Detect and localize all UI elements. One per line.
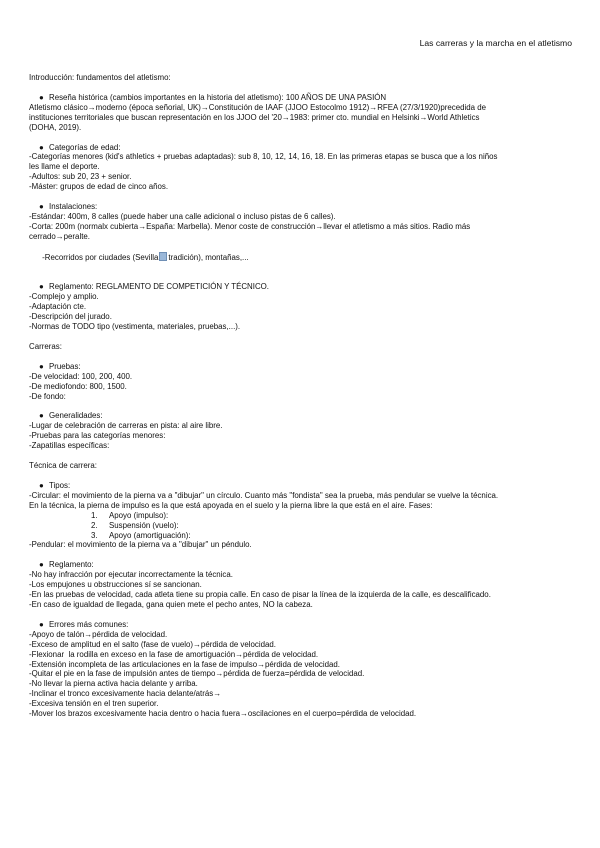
list-number: 1. bbox=[91, 510, 98, 520]
text-line: -De fondo: bbox=[29, 391, 66, 401]
text-line: -No hay infracción por ejecutar incorrectamente la técnica. bbox=[29, 570, 233, 580]
bullet-icon: ● bbox=[39, 619, 44, 629]
age-categories-section bbox=[29, 143, 574, 193]
types-heading: Tipos: bbox=[49, 481, 71, 490]
text-line: -Pruebas para las categorías menores: bbox=[29, 431, 166, 441]
text-line: instituciones territoriales que buscan representación en los JJOO del '20→1983: primer cto. mundial en Helsinki→World Athletics bbox=[29, 112, 480, 122]
bullet-item bbox=[29, 481, 574, 491]
list-text: Apoyo (amortiguación): bbox=[109, 530, 191, 540]
text-line: -Máster: grupos de edad de cinco años. bbox=[29, 182, 169, 192]
text-line: -Los empujones u obstrucciones sí se sancionan. bbox=[29, 580, 202, 590]
bullet-item bbox=[29, 362, 574, 372]
bullet-item bbox=[29, 93, 574, 103]
bullet-icon: ● bbox=[39, 92, 44, 102]
text-line: -En las pruebas de velocidad, cada atleta tiene su propia calle. En caso de pisar la línea de la izquierda de la calle, es descalificado. bbox=[29, 590, 491, 600]
technique-rules-heading: Reglamento: bbox=[49, 560, 94, 570]
bullet-item bbox=[29, 202, 574, 212]
text-line: -Complejo y amplio. bbox=[29, 292, 99, 302]
text-line: -Circular: el movimiento de la pierna va a "dibujar" un círculo. Cuanto más "fondista" sea la prueba, más pendular se vuelve la técnica. bbox=[29, 490, 499, 500]
bullet-icon: ● bbox=[39, 202, 44, 212]
text-line: -Inclinar el tronco excesivamente hacia delante/atrás→ bbox=[29, 689, 222, 699]
history-section bbox=[29, 93, 574, 133]
text-fragment: tradición), montañas,... bbox=[168, 252, 249, 262]
text-line: -Flexionar la rodilla en exceso en la fase de amortiguación→pérdida de velocidad. bbox=[29, 649, 319, 659]
phase-list-item bbox=[29, 521, 574, 531]
list-number: 2. bbox=[91, 520, 98, 530]
text-line: -Descripción del jurado. bbox=[29, 312, 112, 322]
text-line: cerrado→peralte. bbox=[29, 231, 90, 241]
text-line: -Adultos: sub 20, 23 + senior. bbox=[29, 172, 132, 182]
technique-heading: Técnica de carrera: bbox=[29, 461, 97, 471]
bullet-item bbox=[29, 282, 574, 292]
bullet-icon: ● bbox=[39, 361, 44, 371]
bullet-item bbox=[29, 411, 574, 421]
text-line: -Normas de TODO tipo (vestimenta, materiales, pruebas,...). bbox=[29, 322, 241, 332]
errors-heading: Errores más comunes: bbox=[49, 619, 129, 629]
text-line: -Apoyo de talón→pérdida de velocidad. bbox=[29, 629, 168, 639]
rules-section bbox=[29, 282, 574, 332]
text-line: -Exceso de amplitud en el salto (fase de vuelo)→pérdida de velocidad. bbox=[29, 639, 276, 649]
text-line: -Zapatillas específicas: bbox=[29, 441, 110, 451]
document-header-title: Las carreras y la marcha en el atletismo bbox=[419, 38, 572, 48]
text-line: -Mover los brazos excesivamente hacia dentro o hacia fuera→oscilaciones en el cuerpo=pérdida de velocidad. bbox=[29, 709, 417, 719]
facilities-heading: Instalaciones: bbox=[49, 202, 98, 212]
list-text: Apoyo (impulso): bbox=[109, 510, 169, 520]
text-line: -De velocidad: 100, 200, 400. bbox=[29, 371, 133, 381]
bullet-item bbox=[29, 620, 574, 630]
events-heading: Pruebas: bbox=[49, 361, 81, 371]
list-number: 3. bbox=[91, 530, 98, 540]
technique-rules-section bbox=[29, 560, 574, 610]
bullet-icon: ● bbox=[39, 560, 44, 570]
general-section bbox=[29, 411, 574, 451]
inline-image-icon bbox=[159, 252, 167, 261]
text-line: -Estándar: 400m, 8 calles (puede haber una calle adicional o incluso pistas de 6 calles). bbox=[29, 211, 336, 221]
phase-list-item bbox=[29, 531, 574, 541]
age-heading: Categorías de edad: bbox=[49, 142, 121, 152]
bullet-icon: ● bbox=[39, 282, 44, 292]
text-line: Atletismo clásico→moderno (época señorial, UK)→Constitución de IAAF (JJOO Estocolmo 1912)→RFEA (27/3/1920)precedida de bbox=[29, 102, 486, 112]
rules-heading: Reglamento: REGLAMENTO DE COMPETICIÓN Y TÉCNICO. bbox=[49, 282, 269, 292]
text-line: -Pendular: el movimiento de la pierna va a "dibujar" un péndulo. bbox=[29, 540, 252, 550]
text-line: -Extensión incompleta de las articulaciones en la fase de impulso→pérdida de velocidad. bbox=[29, 659, 340, 669]
facilities-section bbox=[29, 202, 574, 272]
text-line: -En caso de igualdad de llegada, gana quien mete el pecho antes, NO la cabeza. bbox=[29, 599, 313, 609]
intro-heading: Introducción: fundamentos del atletismo: bbox=[29, 73, 171, 82]
list-text: Suspensión (vuelo): bbox=[109, 520, 179, 530]
types-section bbox=[29, 481, 574, 550]
text-line: -No llevar la pierna activa hacia delante y arriba. bbox=[29, 679, 198, 689]
text-line: (DOHA, 2019). bbox=[29, 122, 82, 132]
text-line: En la técnica, la pierna de impulso es la que está apoyada en el suelo y la pierna libre la que está en el aire. Fases: bbox=[29, 500, 433, 510]
bullet-icon: ● bbox=[39, 411, 44, 421]
phase-list-item bbox=[29, 511, 574, 521]
text-line: -Quitar el pie en la fase de impulsión antes de tiempo→pérdida de fuerza=pérdida de velocidad. bbox=[29, 669, 365, 679]
races-heading: Carreras: bbox=[29, 341, 62, 351]
general-heading: Generalidades: bbox=[49, 411, 103, 421]
bullet-item bbox=[29, 143, 574, 153]
document-body bbox=[29, 73, 574, 719]
text-line: -Adaptación cte. bbox=[29, 302, 87, 312]
bullet-icon: ● bbox=[39, 142, 44, 152]
text-line: les llame el deporte. bbox=[29, 162, 100, 172]
text-line: -De mediofondo: 800, 1500. bbox=[29, 381, 127, 391]
text-fragment: -Recorridos por ciudades (Sevilla bbox=[42, 252, 159, 262]
text-line: -Categorías menores (kid's athletics + pruebas adaptadas): sub 8, 10, 12, 14, 16, 18. En las primeras etapas se busca que a los niños bbox=[29, 152, 498, 162]
text-line bbox=[29, 242, 574, 273]
text-line: -Excesiva tensión en el tren superior. bbox=[29, 699, 159, 709]
text-line: -Lugar de celebración de carreras en pista: al aire libre. bbox=[29, 421, 223, 431]
bullet-item bbox=[29, 560, 574, 570]
history-heading: Reseña histórica (cambios importantes en la historia del atletismo): 100 AÑOS DE UNA PASIÓN bbox=[49, 92, 387, 102]
bullet-icon: ● bbox=[39, 481, 44, 490]
events-section bbox=[29, 362, 574, 402]
text-line: -Corta: 200m (normalx cubierta→España: Marbella). Menor coste de construcción→llevar el atletismo a más sitios. Radio más bbox=[29, 221, 471, 231]
errors-section bbox=[29, 620, 574, 719]
